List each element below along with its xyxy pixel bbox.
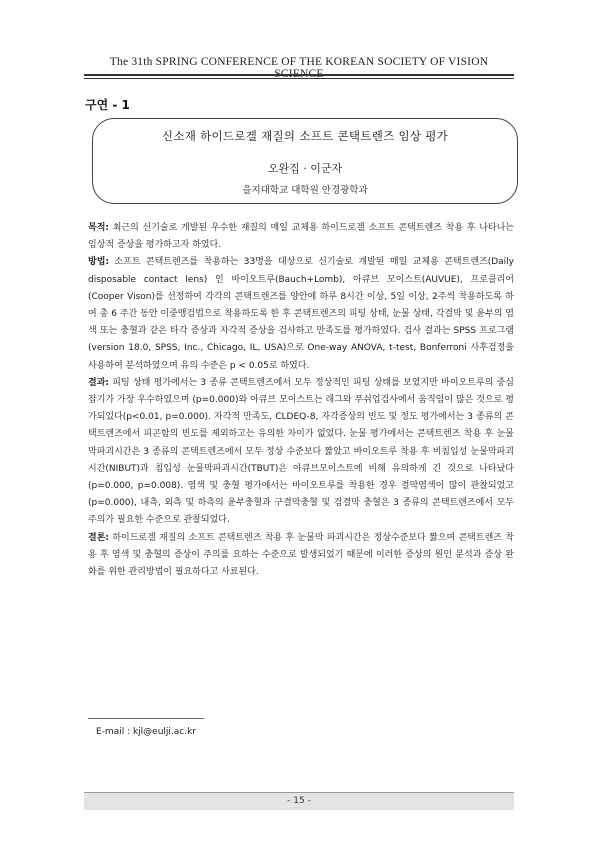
paper-affiliation: 을지대학교 대학원 안경광학과 xyxy=(242,185,368,196)
methods-label: 방법: xyxy=(88,257,109,268)
conference-header: The 31th SPRING CONFERENCE OF THE KOREAN SOCIETY OF VISION xyxy=(109,56,489,68)
page-number: - 15 - xyxy=(287,796,311,806)
results-label: 결과: xyxy=(88,377,109,388)
purpose-paragraph xyxy=(88,220,514,254)
results-text: 피팅 상태 평가에서는 3 종류 콘택트렌즈에서 모두 정상적인 피팅 상태를 보였지만 바이오트루의 중심잡기가 가장 우수하였으며 (p=0.000)와 아큐브 모이스트는 래그와 푸쉬업검사에서 움직임이 많은 것으로 평가되었다(p<0.01, p=0.000). 자각적 만족도, CLDEQ-8, 자각증상의 빈도 및 정도 평가에서는 3 종류의 콘택트렌즈에서 피곤함의 빈도를 제외하고는 유의한 차이가 없었다. 눈물 평가에서는 콘택트렌즈 착용 후 눈물막파괴시간은 3 종류의 콘택트렌즈에서 모두 정상 수준보다 짧았고 바이오트루 착용 후 비침입성 눈물막파괴시간(NIBUT)과 침입성 눈물막파괴시간(TBUT)은 아큐브모이스트에 비해 유의하게 긴 것으로 나타났다(p=0.000, p=0.008). 염색 및 충혈 평가에서는 바이오트루를 착용한 경우 결막염색이 많이 관찰되었고(p=0.000), 내측, 외측 및 하측의 윤부충혈과 구결막충혈 및 검결막 충혈은 3 종류의 콘택트렌즈에서 모두 주의가 필요한 수준으로 관찰되었다. xyxy=(88,377,514,526)
abstract-body xyxy=(88,220,514,581)
methods-text: 소프트 콘택트렌즈를 착용하는 33명을 대상으로 신기술로 개발된 매일 교체용 콘택트렌즈(Daily disposable contact lens) 인 바이오트루(Bauch+Lomb), 아큐브 모이스트(AUVUE), 프로클리어(Cooper Vison)를 선정하여 각각의 콘택트렌즈를 양안에 하루 8시간 이상, 5일 이상, 2주씩 착용하도록 하여 총 6 주간 동안 이중맹검법으로 착용하도록 한 후 콘택트렌즈의 피팅 상태, 눈물 상태, 각결막 및 윤부의 염색 또는 충혈과 같은 타각 증상과 자각적 증상을 검사하고 만족도를 평가하였다. 검사 결과는 SPSS 프로그램(version 18.0, SPSS, Inc., Chicago, IL, USA)으로 One-way ANOVA, t-test, Bonferroni 사후검정을 사용하여 분석하였으며 유의 수준은 p < 0.05로 하였다. xyxy=(88,257,514,371)
methods-paragraph xyxy=(88,254,514,374)
results-paragraph xyxy=(88,375,514,530)
header-rule-thick xyxy=(84,74,514,76)
title-box xyxy=(92,118,518,204)
conclusion-paragraph xyxy=(88,530,514,582)
paper-authors: 오완집 · 이군자 xyxy=(267,162,343,175)
footnote-rule xyxy=(88,718,204,719)
purpose-text: 최근의 신기술로 개발된 우수한 재질의 매일 교체용 하이드로겔 소프트 콘택트렌즈 착용 후 나타나는 임상적 증상을 평가하고자 하였다. xyxy=(88,223,514,251)
paper-title: 신소재 하이드로겔 재질의 소프트 콘택트렌즈 임상 평가 xyxy=(161,129,449,143)
page-number-bar xyxy=(84,792,514,810)
section-label: 구연 - 1 xyxy=(85,98,130,112)
header-rule-thin xyxy=(84,78,514,79)
footnote-email: E-mail : kjl@eulji.ac.kr xyxy=(96,727,197,737)
conclusion-text: 하이드로겔 재질의 소프트 콘택트렌즈 착용 후 눈물막 파괴시간은 정상수준보다 짧으며 콘택트렌즈 착용 후 염색 및 충혈의 증상이 주의를 요하는 수준으로 발생되었기 때문에 이러한 증상의 원인 분석과 증상 완화를 위한 관리방법이 필요하다고 사료된다. xyxy=(88,532,514,578)
purpose-label: 목적: xyxy=(88,223,109,233)
conclusion-label: 결론: xyxy=(88,532,109,543)
